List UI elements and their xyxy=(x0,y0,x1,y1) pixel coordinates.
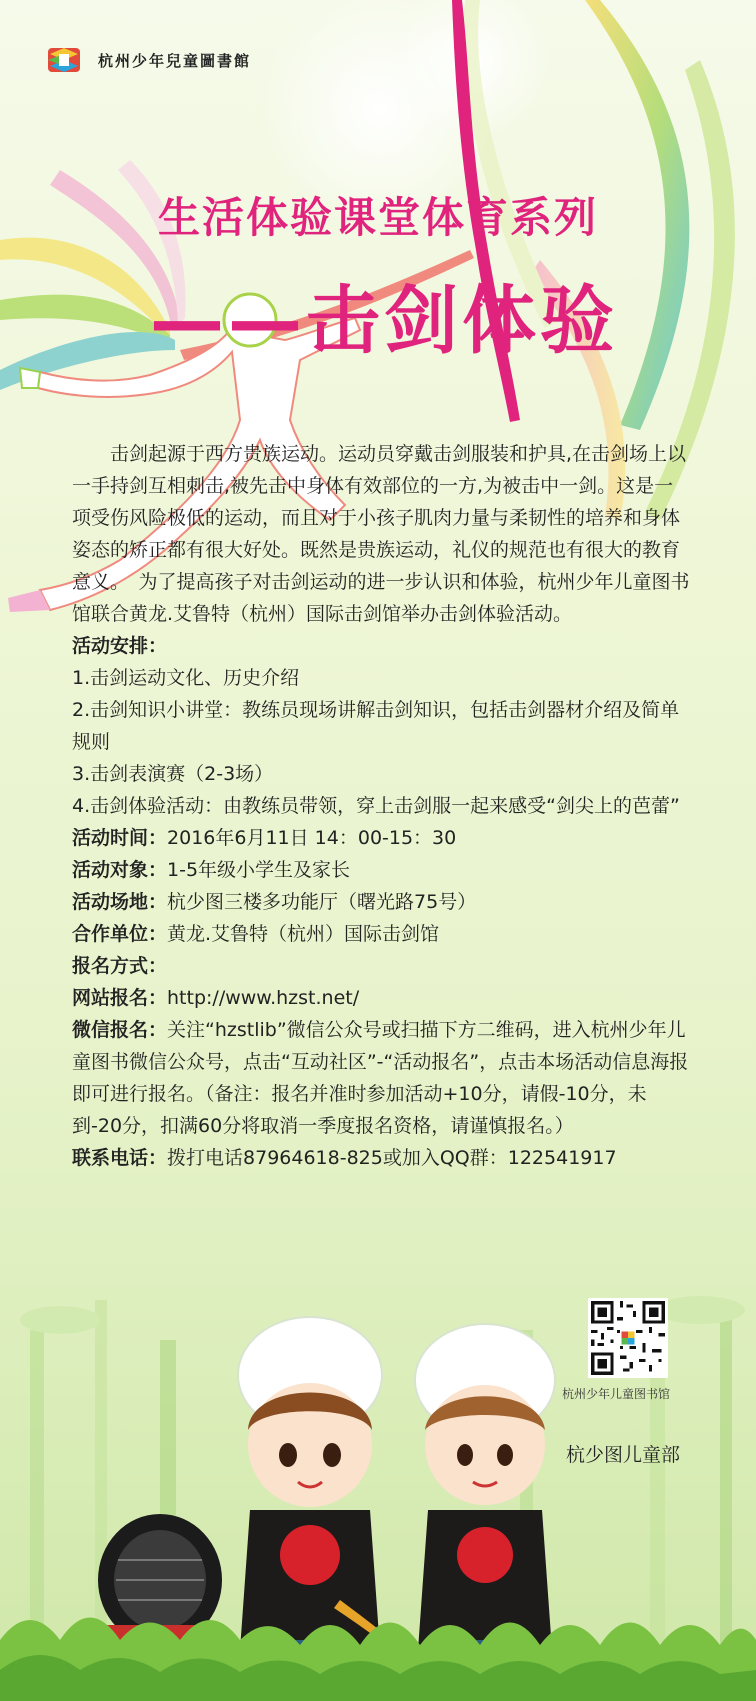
poster-title: 生活体验课堂体育系列 xyxy=(157,193,598,242)
schedule-item: 1.击剑运动文化、历史介绍 xyxy=(72,667,300,689)
event-audience-row xyxy=(72,854,690,886)
contact-value: 拨打电话87964618-825或加入QQ群：122541917 xyxy=(167,1147,617,1169)
event-venue-value: 杭少图三楼多功能厅（曙光路75号） xyxy=(167,891,477,913)
qr-caption: 杭州少年儿童图书馆 xyxy=(562,1387,671,1401)
intro-paragraph: 击剑起源于西方贵族运动。运动员穿戴击剑服装和护具,在击剑场上以一手持剑互相刺击,被先击中身体有效部位的一方,为被击中一剑。这是一项受伤风险极低的运动，而且对于小孩子肌肉力量与柔韧性的培养和身体姿态的矫正都有很大好处。既然是贵族运动，礼仪的规范也有很大的教育意义。 为了提高孩子对击剑运动的进一步认识和体验，杭州少年儿童图书馆联合黄龙.艾鲁特（杭州）国际击剑馆举办击剑体验活动。 xyxy=(72,443,690,625)
organizer-department: 杭少图儿童部 xyxy=(566,1444,681,1466)
signup-heading: 报名方式： xyxy=(72,955,168,977)
wechat-signup-label: 微信报名： xyxy=(72,1019,168,1041)
library-logo-icon xyxy=(44,40,84,80)
event-time-row xyxy=(72,822,690,854)
schedule-item: 4.击剑体验活动：由教练员带领，穿上击剑服一起来感受“剑尖上的芭蕾” xyxy=(72,795,680,817)
event-details xyxy=(72,438,690,1174)
contact-row xyxy=(72,1142,690,1174)
contact-label: 联系电话： xyxy=(72,1147,168,1169)
library-name: 杭州少年兒童圖書館 xyxy=(98,51,252,70)
schedule-heading: 活动安排： xyxy=(72,635,168,657)
event-audience-value: 1-5年级小学生及家长 xyxy=(167,859,351,881)
poster-subtitle: ——击剑体验 xyxy=(150,278,618,364)
wechat-qr-code[interactable] xyxy=(588,1298,668,1378)
wechat-signup-text: 关注“hzstlib”微信公众号或扫描下方二维码，进入杭州少年儿童图书微信公众号，点击“互动社区”-“活动报名”，点击本场活动信息海报即可进行报名。（备注：报名并准时参加活动+10分，请假-10分，未到-20分，扣满60分将取消一季度报名资格，请谨慎报名。） xyxy=(72,1019,689,1137)
web-signup-label: 网站报名： xyxy=(72,987,168,1009)
web-signup-row xyxy=(72,982,690,1014)
web-signup-link[interactable]: http://www.hzst.net/ xyxy=(167,987,360,1009)
event-time-label: 活动时间： xyxy=(72,827,168,849)
library-logo xyxy=(44,40,251,80)
event-venue-label: 活动场地： xyxy=(72,891,168,913)
event-venue-row xyxy=(72,886,690,918)
event-partner-label: 合作单位： xyxy=(72,923,168,945)
event-partner-value: 黄龙.艾鲁特（杭州）国际击剑馆 xyxy=(167,923,440,945)
event-audience-label: 活动对象： xyxy=(72,859,168,881)
schedule-item: 2.击剑知识小讲堂：教练员现场讲解击剑知识，包括击剑器材介绍及简单规则 xyxy=(72,699,680,753)
wechat-signup-row xyxy=(72,1014,690,1142)
schedule-item: 3.击剑表演赛（2-3场） xyxy=(72,763,274,785)
event-partner-row xyxy=(72,918,690,950)
event-time-value: 2016年6月11日 14：00-15：30 xyxy=(167,827,457,849)
